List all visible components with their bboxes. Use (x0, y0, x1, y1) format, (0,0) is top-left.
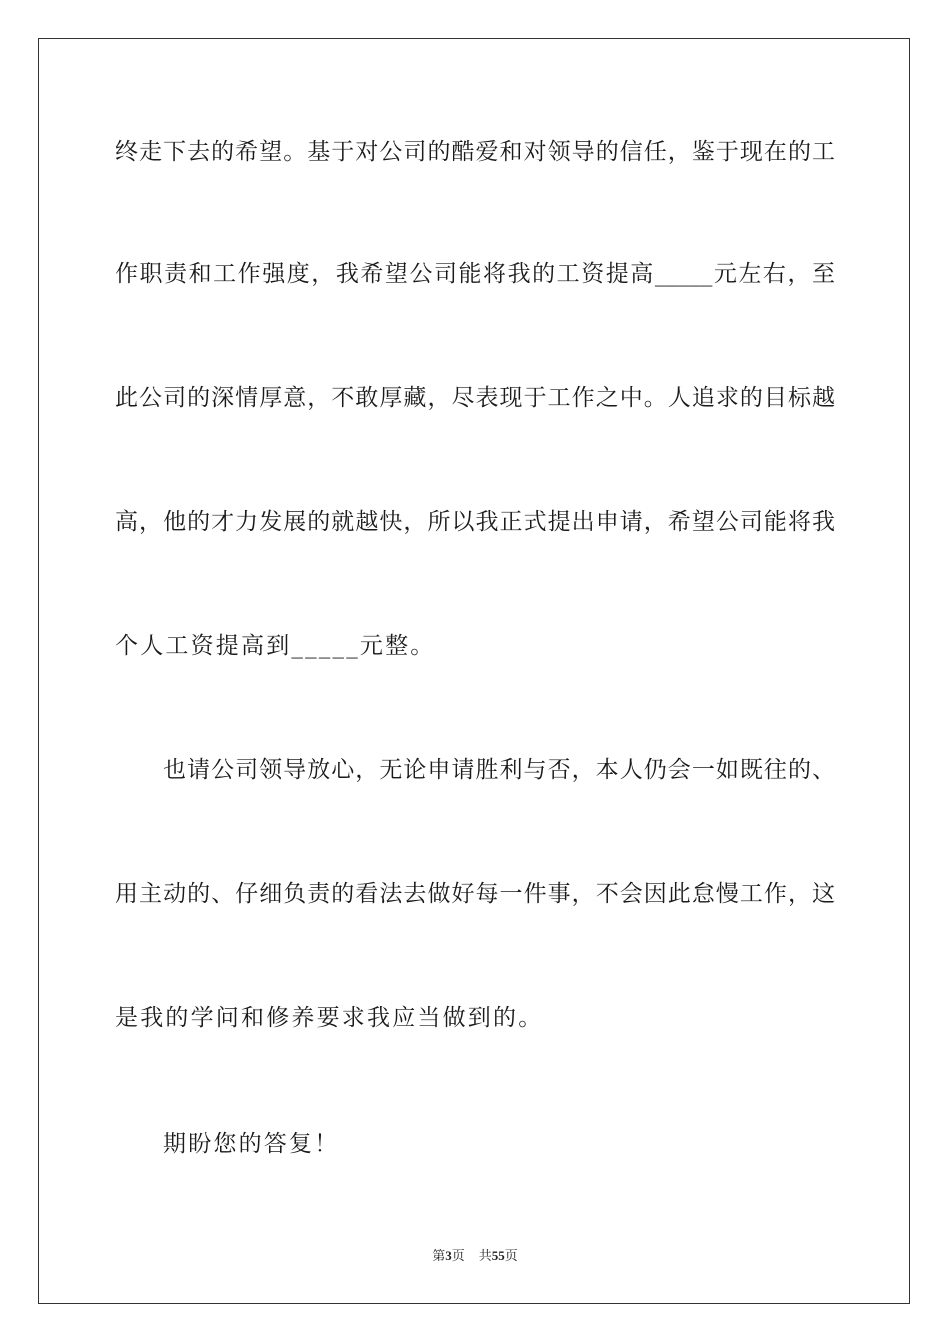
body-text-line-5: 个人工资提高到_____元整。 (115, 633, 436, 659)
footer-page-suffix: 页 (451, 1249, 465, 1264)
body-text-line-2: 作职责和工作强度，我希望公司能将我的工资提高_____元左右，至 (115, 261, 835, 287)
body-text-line-1: 终走下去的希望。基于对公司的酷爱和对领导的信任，鉴于现在的工 (115, 139, 835, 165)
body-text-line-3: 此公司的深情厚意，不敢厚藏，尽表现于工作之中。人追求的目标越 (115, 385, 835, 411)
body-text-line-4: 高，他的才力发展的就越快，所以我正式提出申请，希望公司能将我 (115, 509, 835, 535)
page-border (38, 38, 910, 1304)
footer-total-suffix: 页 (504, 1249, 518, 1264)
footer-total-prefix: 共 (478, 1249, 492, 1264)
closing-line: 期盼您的答复！ (163, 1131, 340, 1157)
body-text-line-7: 用主动的、仔细负责的看法去做好每一件事，不会因此怠慢工作，这 (115, 881, 835, 907)
footer-page-number: 3 (445, 1248, 452, 1263)
page-footer (0, 1247, 950, 1266)
body-text-line-6: 也请公司领导放心，无论申请胜利与否，本人仍会一如既往的、 (163, 757, 835, 783)
footer-total-pages: 55 (491, 1248, 505, 1263)
body-text-line-8: 是我的学问和修养要求我应当做到的。 (115, 1005, 544, 1031)
footer-page-prefix: 第 (432, 1249, 446, 1264)
